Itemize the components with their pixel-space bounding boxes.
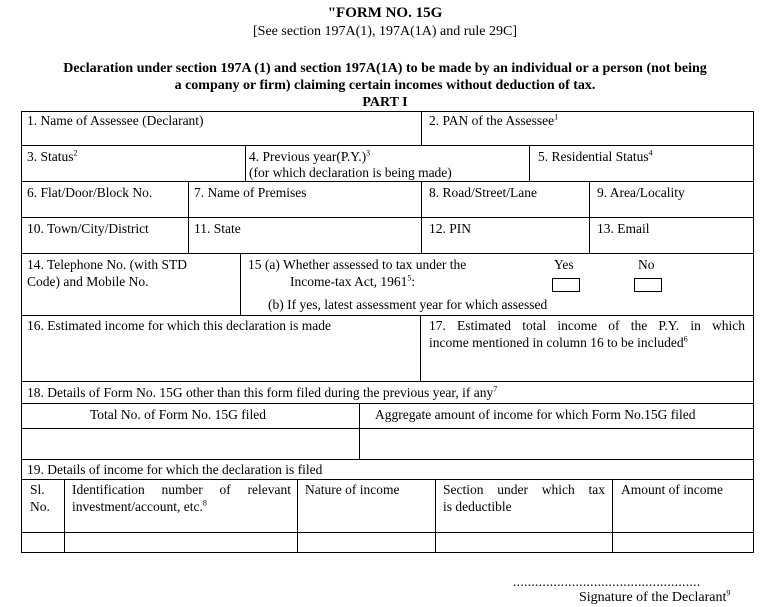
grid-line bbox=[188, 181, 189, 254]
yes-checkbox[interactable] bbox=[552, 278, 580, 292]
grid-line bbox=[21, 381, 754, 382]
grid-line bbox=[21, 479, 754, 480]
part-heading: PART I bbox=[362, 95, 408, 110]
grid-line bbox=[529, 145, 530, 182]
field-telephone: 14. Telephone No. (with STD bbox=[27, 257, 188, 272]
no-label: No bbox=[638, 257, 655, 272]
form-title: "FORM NO. 15G bbox=[327, 5, 443, 21]
field-previous-year-note: (for which declaration is being made) bbox=[249, 165, 452, 180]
grid-line bbox=[21, 552, 754, 553]
grid-line bbox=[21, 217, 754, 218]
field-previous-year: 4. Previous $year(P.Y.)^3$ bbox=[249, 148, 371, 164]
field-income-details: 19. Details of income for which the declaration is filed bbox=[27, 462, 323, 477]
field-assessed-q-line2: Income-tax Act, 1961$^5$: bbox=[290, 273, 416, 289]
grid-line bbox=[245, 145, 246, 182]
grid-line bbox=[420, 315, 421, 382]
field-premises: 7. Name of Premises bbox=[194, 185, 307, 200]
grid-line bbox=[240, 253, 241, 316]
field-flat-door: 6. Flat/Door/Block No. bbox=[27, 185, 153, 200]
grid-line bbox=[21, 403, 754, 404]
grid-line bbox=[21, 532, 754, 533]
grid-line bbox=[21, 315, 754, 316]
col-nature-of-income: Nature of income bbox=[305, 482, 400, 497]
col-amount: Amount of income bbox=[621, 482, 723, 497]
col-sl-no-line2: No. bbox=[30, 499, 50, 514]
field-email: 13. Email bbox=[597, 221, 650, 236]
grid-line bbox=[297, 479, 298, 553]
grid-line bbox=[21, 459, 754, 460]
field-pin: 12. PIN bbox=[429, 221, 472, 236]
field-telephone-line2: Code) and Mobile No. bbox=[27, 274, 149, 289]
col-identification: Identification number of relevant bbox=[72, 482, 291, 497]
field-pan: 2. PAN of the Assessee$^1$ bbox=[429, 112, 559, 128]
field-estimated-income: 16. Estimated income for which this declaration is made bbox=[27, 318, 332, 333]
field-status: 3. Status$^2$ bbox=[27, 148, 78, 164]
declaration-line-2: a company or firm) claiming certain incomes without deduction of tax. bbox=[174, 78, 596, 93]
grid-line bbox=[421, 111, 422, 146]
signature-label: Signature of the Declarant$^9$ bbox=[579, 588, 731, 605]
field-estimated-total-income: 17. Estimated total income of the P.Y. in which bbox=[429, 318, 745, 333]
field-town: 10. Town/City/District bbox=[27, 221, 149, 236]
field-other-forms: 18. Details of Form No. 15G other than this form filed during the previous year, if any$^7$ bbox=[27, 384, 498, 400]
grid-line bbox=[21, 181, 754, 182]
grid-line bbox=[21, 428, 754, 429]
col-sl-no: Sl. bbox=[30, 482, 45, 497]
field-assessed-q: 15 (a) Whether assessed to tax under the bbox=[248, 257, 467, 272]
field-name-of-assessee: 1. Name of Assessee (Declarant) bbox=[27, 113, 204, 128]
col-identification-line2: investment/account, etc.$^8$ bbox=[72, 498, 207, 514]
grid-line bbox=[753, 111, 754, 553]
grid-line bbox=[21, 253, 754, 254]
field-latest-assessment-year: (b) If yes, latest assessment year for which assessed bbox=[268, 297, 548, 312]
grid-line bbox=[435, 479, 436, 553]
field-state: 11. State bbox=[194, 221, 241, 236]
rule-reference: [See section 197A(1), 197A(1A) and rule 29C] bbox=[253, 24, 517, 39]
col-section: Section under which tax bbox=[443, 482, 605, 497]
field-area: 9. Area/Locality bbox=[597, 185, 685, 200]
grid-line bbox=[421, 181, 422, 254]
grid-line bbox=[589, 181, 590, 254]
signature-line: ................................................... bbox=[513, 574, 701, 589]
no-checkbox[interactable] bbox=[634, 278, 662, 292]
col-aggregate-amount: Aggregate amount of income for which Form No.15G filed bbox=[375, 407, 696, 422]
field-residential-status: 5. Residential Status$^4$ bbox=[538, 148, 653, 164]
yes-label: Yes bbox=[554, 257, 574, 272]
declaration-line-1: Declaration under section 197A (1) and section 197A(1A) to be made by an individual or a person (not being bbox=[63, 61, 707, 76]
field-road: 8. Road/Street/Lane bbox=[429, 185, 537, 200]
field-estimated-total-income-line2: income mentioned in column 16 to be included$^6$ bbox=[429, 334, 688, 350]
grid-line bbox=[21, 145, 754, 146]
grid-line bbox=[612, 479, 613, 553]
grid-line bbox=[359, 403, 360, 460]
grid-line bbox=[21, 111, 22, 553]
col-total-forms: Total No. of Form No. 15G filed bbox=[90, 407, 267, 422]
grid-line bbox=[64, 479, 65, 553]
col-section-line2: is deductible bbox=[443, 499, 512, 514]
